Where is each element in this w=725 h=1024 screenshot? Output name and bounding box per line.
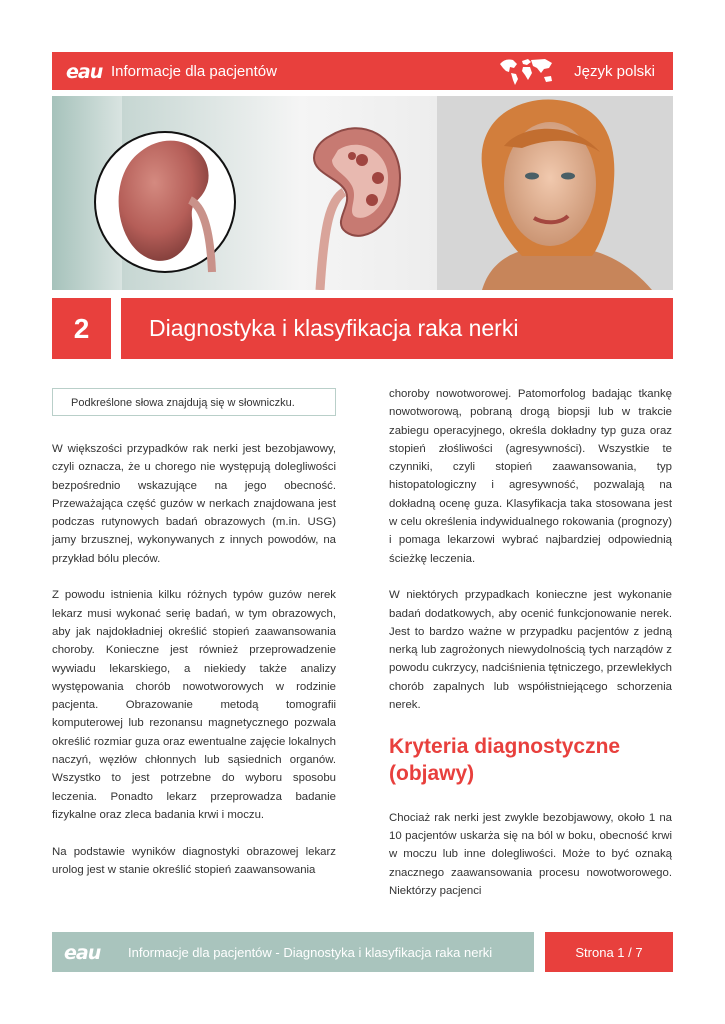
subheading: Kryteria diagnostyczne (objawy) — [389, 734, 621, 785]
world-map-icon — [497, 56, 555, 86]
header-title: Informacje dla pacjentów — [111, 63, 277, 80]
header-bar — [52, 52, 673, 90]
paragraph: Z powodu istnienia kilku różnych typów guzów nerek lekarz musi wykonać serię badań, w tym obrazowych, aby jak najdokładniej określić stopień zaawansowania choroby. Konieczne jest również przeprowadzenie wywiadu lekarskiego, a niekiedy także analizy występowania chorób nowotworowych w rodzinie pacjenta. Obrazowanie metodą tomografii komputerowej lub rezonansu magnetycznego pozwala określić rozmiar guza oraz ewentualne zajęcie lokalnych naczyń, węzłów chłonnych lub sąsiednich organów. Wszystko to jest potrzebne do wyboru sposobu leczenia. Ponadto lekarz przeprowadza badanie fizykalne oraz zleca badania krwi i moczu. — [52, 589, 336, 821]
paragraph: W większości przypadków rak nerki jest bezobjawowy, czyli oznacza, że u chorego nie występują dolegliwości bezpośrednio wskazujące na jego obecność. Przeważająca część guzów w nerkach znajdowana jest podczas rutynowych badań obrazowych (m.in. USG) jamy brzusznej, wykonywanych z innych powodów, na przykład bólu pleców. — [52, 443, 336, 565]
footer-title: Informacje dla pacjentów - Diagnostyka i klasyfikacja raka nerki — [128, 945, 493, 960]
eau-logo-footer: eau — [64, 942, 101, 964]
eau-logo: eau — [66, 61, 103, 83]
language-label: Język polski — [574, 63, 655, 80]
page-number: Strona 1 / 7 — [545, 932, 673, 972]
text-column-right — [389, 385, 672, 918]
text-column-left — [52, 440, 336, 897]
footer-bar — [52, 932, 534, 972]
section-number: 2 — [52, 298, 111, 359]
hero-image — [52, 96, 673, 290]
glossary-note: Podkreślone słowa znajdują się w słowniczku. — [52, 388, 336, 416]
paragraph: Na podstawie wyników diagnostyki obrazowej lekarz urolog jest w stanie określić stopień zaawansowania — [52, 845, 336, 876]
paragraph: Chociaż rak nerki jest zwykle bezobjawowy, około 1 na 10 pacjentów uskarża się na ból w boku, obecność krwi w moczu lub inne dolegliwości. Może to być oznaką znacznego zaawansowania procesu nowotworowego. Niektórzy pacjenci — [389, 811, 672, 897]
hero-illustration — [52, 96, 673, 290]
paragraph: choroby nowotworowej. Patomorfolog badając tkankę nowotworową, pobraną drogą biopsji lub w trakcie zabiegu operacyjnego, określa dokładny typ guza oraz stopień złośliwości (agresywności). Wszystkie te czynniki, czyli stopień zaawansowania, typ histopatologiczny i agresywność, pozwalają na dokładną ocenę guza. Klasyfikacja taka stosowana jest w celu określenia indywidualnego rokowania (prognozy) i pomaga lekarzowi wybrać najbardziej odpowiednią ścieżkę leczenia. — [389, 388, 672, 565]
paragraph: W niektórych przypadkach konieczne jest wykonanie badań dodatkowych, aby ocenić funkcjonowanie nerek. Jest to bardzo ważne w przypadku pacjentów z jedną nerką lub zagrożonych niewydolnością tych narządów z powodu cukrzycy, nadciśnienia tętniczego, przewlekłych chorób zapalnych lub współistniejącego schorzenia nerek. — [389, 589, 672, 712]
section-title: Diagnostyka i klasyfikacja raka nerki — [121, 298, 673, 359]
